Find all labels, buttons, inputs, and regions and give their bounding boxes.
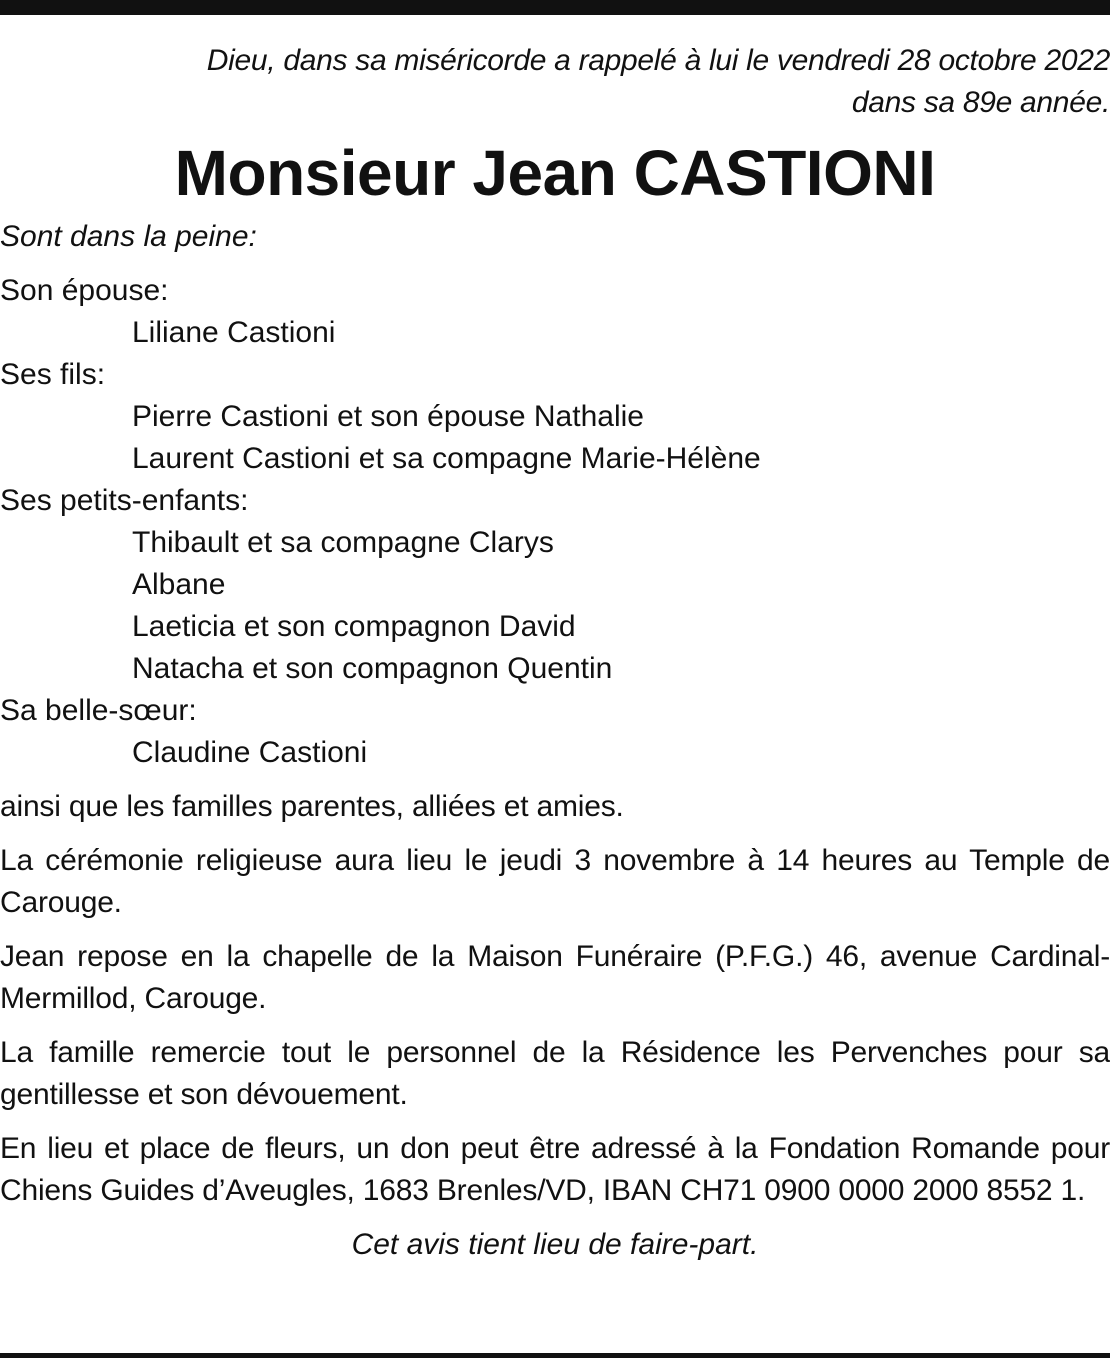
family-list (0, 270, 1110, 774)
relatives-paragraph: ainsi que les familles parentes, alliées et amies. (0, 790, 624, 823)
family-member: Laeticia et son compagnon David (132, 610, 576, 643)
ceremony-paragraph: La cérémonie religieuse aura lieu le jeudi 3 novembre à 14 heures au Temple de Carouge. (0, 844, 1110, 919)
deceased-name: Monsieur Jean CASTIONI (174, 137, 936, 209)
family-group-label: Son épouse: (0, 274, 169, 307)
family-group-spouse (0, 270, 1110, 354)
donation-paragraph: En lieu et place de fleurs, un don peut être adressé à la Fondation Romande pour Chiens Guides d’Aveugles, 1683 Brenles/VD, IBAN CH71 0900 0000 2000 8552 1. (0, 1132, 1110, 1207)
family-member: Laurent Castioni et sa compagne Marie-Hélène (132, 442, 761, 475)
intro-line-1: Dieu, dans sa miséricorde a rappelé à lui le vendredi 28 octobre 2022 (206, 44, 1110, 77)
top-rule (0, 0, 1110, 15)
mourners-heading: Sont dans la peine: (0, 220, 257, 253)
intro-text (0, 40, 1110, 124)
family-member: Natacha et son compagnon Quentin (132, 652, 613, 685)
thanks-paragraph: La famille remercie tout le personnel de la Résidence les Pervenches pour sa gentillesse et son dévouement. (0, 1036, 1110, 1111)
family-member: Claudine Castioni (132, 736, 368, 769)
bottom-rule (0, 1353, 1110, 1358)
obituary-notice (0, 40, 1110, 1266)
family-group-sister-in-law (0, 690, 1110, 774)
family-member: Liliane Castioni (132, 316, 336, 349)
family-member: Albane (132, 568, 226, 601)
resting-place-paragraph: Jean repose en la chapelle de la Maison Funéraire (P.F.G.) 46, avenue Cardinal-Mermillod, Carouge. (0, 940, 1110, 1015)
family-group-label: Sa belle-sœur: (0, 694, 197, 727)
family-member: Pierre Castioni et son épouse Nathalie (132, 400, 644, 433)
closing-note: Cet avis tient lieu de faire-part. (351, 1228, 759, 1261)
family-group-label: Ses fils: (0, 358, 106, 391)
intro-line-2: dans sa 89e année. (851, 86, 1110, 119)
family-group-label: Ses petits-enfants: (0, 484, 249, 517)
family-group-sons (0, 354, 1110, 480)
family-member: Thibault et sa compagne Clarys (132, 526, 554, 559)
family-group-grandchildren (0, 480, 1110, 690)
